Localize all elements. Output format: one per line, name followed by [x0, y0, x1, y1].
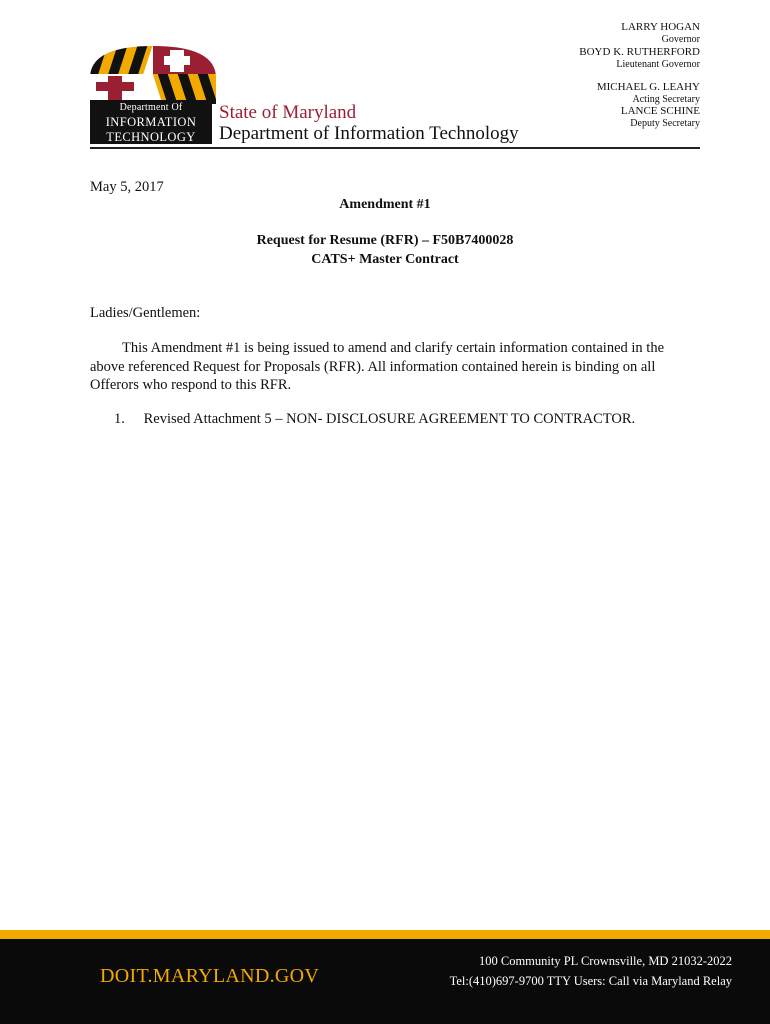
official-name: BOYD K. RUTHERFORD	[579, 45, 700, 58]
state-name: State of Maryland	[219, 102, 357, 123]
salutation: Ladies/Gentlemen:	[90, 305, 201, 321]
logo-line-1: Department Of	[119, 102, 183, 113]
official-name: LANCE SCHINE	[620, 105, 700, 118]
official-name: MICHAEL G. LEAHY	[596, 80, 700, 93]
official-title: Deputy Secretary	[630, 118, 700, 130]
list-item	[114, 411, 635, 428]
body-paragraph: This Amendment #1 is being issued to amend and clarify certain information contained in the above referenced Request for Proposals (RFR). All information contained herein is binding on all Offerors who respond to this RFR.	[90, 340, 665, 393]
official-title: Governor	[661, 33, 700, 45]
footer-gold-band	[0, 930, 770, 939]
letter-date: May 5, 2017	[90, 179, 164, 195]
dept-logo-box	[90, 100, 212, 144]
contract-title: CATS+ Master Contract	[311, 252, 459, 267]
logo-line-3: TECHNOLOGY	[106, 130, 196, 144]
footer-phone: Tel:(410)697-9700 TTY Users: Call via Maryland Relay	[449, 974, 732, 988]
header-divider	[90, 147, 700, 149]
list-item-text: Revised Attachment 5 – NON- DISCLOSURE AGREEMENT TO CONTRACTOR.	[143, 411, 636, 427]
logo-line-2: INFORMATION	[105, 115, 197, 129]
amendment-title: Amendment #1	[339, 197, 431, 212]
maryland-flag-logo	[88, 44, 218, 104]
official-title: Acting Secretary	[632, 93, 700, 105]
official-title: Lieutenant Governor	[616, 58, 700, 70]
officials-block	[579, 21, 700, 130]
list-item-number: 1.	[114, 411, 125, 427]
website-link[interactable]: DOIT.MARYLAND.GOV	[100, 965, 320, 987]
official-name: LARRY HOGAN	[621, 21, 700, 33]
footer-address: 100 Community PL Crownsville, MD 21032-2022	[478, 954, 732, 968]
rfr-title: Request for Resume (RFR) – F50B7400028	[256, 233, 514, 248]
department-name: Department of Information Technology	[219, 123, 519, 144]
footer-address-block	[450, 951, 732, 991]
